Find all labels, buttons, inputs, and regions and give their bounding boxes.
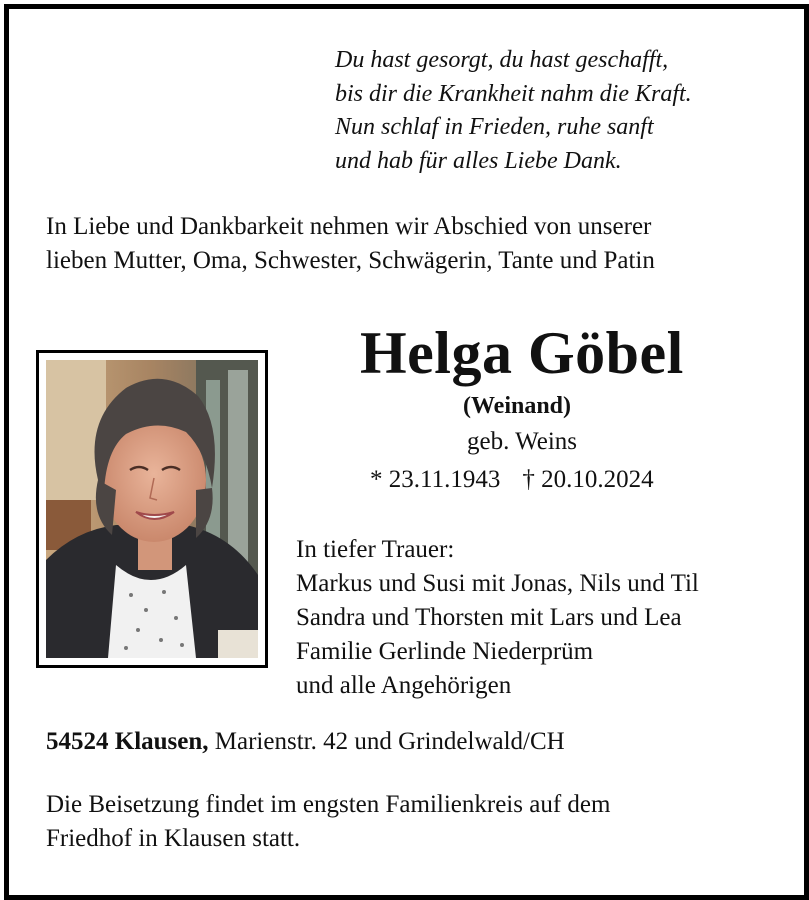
portrait-image xyxy=(46,360,258,658)
poem-line: Du hast gesorgt, du hast geschafft, xyxy=(335,47,669,73)
deceased-name: Helga Göbel xyxy=(360,320,684,386)
birth-date: * 23.11.1943 xyxy=(370,466,501,493)
mourners-list xyxy=(296,533,699,703)
poem-line: Nun schlaf in Frieden, ruhe sanft xyxy=(335,114,654,140)
married-name: (Weinand) xyxy=(463,393,572,419)
burial-notice xyxy=(46,788,610,856)
life-dates xyxy=(370,466,654,494)
intro-line: In Liebe und Dankbarkeit nehmen wir Abschied von unserer xyxy=(46,213,652,240)
address-place: 54524 Klausen, xyxy=(46,728,209,755)
mourners-line: In tiefer Trauer: xyxy=(296,536,455,563)
burial-line: Die Beisetzung findet im engsten Familienkreis auf dem xyxy=(46,791,611,818)
portrait-frame xyxy=(36,350,268,668)
death-date: † 20.10.2024 xyxy=(522,466,654,493)
mourners-line: Familie Gerlinde Niederprüm xyxy=(296,638,594,665)
farewell-intro xyxy=(46,210,655,278)
poem-line: und hab für alles Liebe Dank. xyxy=(335,147,622,174)
family-address xyxy=(46,728,565,756)
portrait-photo xyxy=(46,360,258,658)
intro-line: lieben Mutter, Oma, Schwester, Schwägerin, Tante und Patin xyxy=(46,247,655,274)
poem-line: bis dir die Krankheit nahm die Kraft. xyxy=(335,80,692,107)
memorial-poem xyxy=(335,44,692,178)
birth-name: geb. Weins xyxy=(467,428,578,455)
address-street: Marienstr. 42 und Grindelwald/CH xyxy=(208,728,565,755)
burial-line: Friedhof in Klausen statt. xyxy=(46,825,301,852)
mourners-line: Markus und Susi mit Jonas, Nils und Til xyxy=(296,570,699,597)
mourners-line: und alle Angehörigen xyxy=(296,672,512,699)
mourners-line: Sandra und Thorsten mit Lars und Lea xyxy=(296,604,682,631)
